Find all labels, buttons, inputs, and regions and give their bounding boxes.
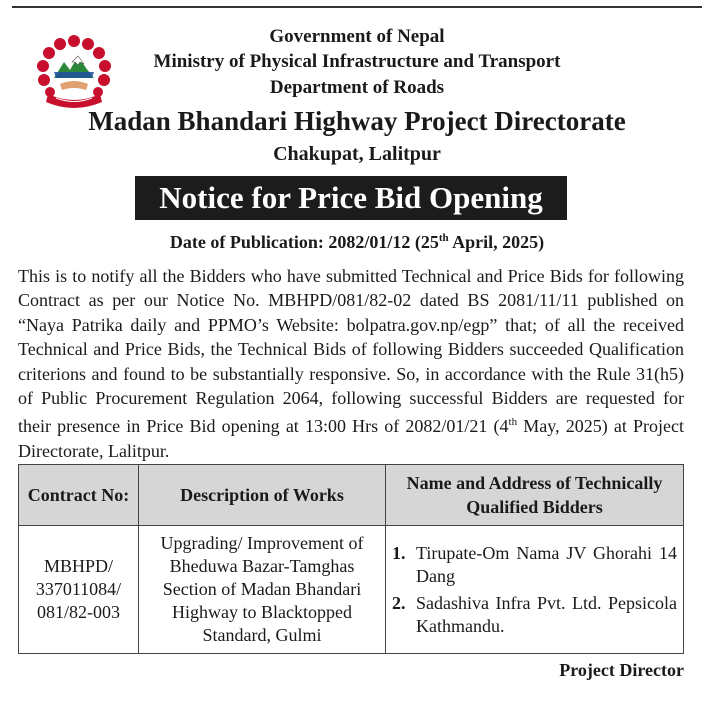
top-rule (12, 6, 702, 8)
body-text-2: May, 2025) at Project Directorate, Lalitpur. (18, 416, 685, 461)
contract-no-line-2: 337011084/ (35, 579, 122, 599)
signature: Project Director (559, 660, 684, 680)
government-name: Government of Nepal (269, 26, 445, 47)
pub-date-sup: th (438, 232, 449, 244)
bidder-list (392, 542, 677, 638)
list-item (392, 592, 677, 638)
body-text-1: This is to notify all the Bidders who have submitted Technical and Price Bids for following Contract as per our Notice No. MBHPD/081/82-02 dated BS 2081/11/11 published on “Naya Patrika daily and PPMO’s Website: bolpatra.gov.np/egp” that; of all the received Technical and Price Bids, the Technical Bids of following Bidders succeeded Qualification criterions and found to be substantially responsive. So, in accordance with the Rule 31(h5) of Public Procurement Regulation 2064, following successful Bidders are requested for their presence in Price Bid opening at 13:00 Hrs of 2082/01/21 (4 (18, 266, 684, 437)
contract-table (18, 464, 684, 654)
bidder-number: 1. (392, 542, 406, 563)
contract-no-line-1: MBHPD/ (43, 556, 114, 576)
pub-date-prefix: Date of Publication: 2082/01/12 (25 (169, 232, 439, 252)
description-cell: Upgrading/ Improvement of Bheduwa Bazar-Tamghas Section of Madan Bhandari Highway to Blacktopped Standard, Gulmi (139, 526, 386, 654)
list-item (392, 542, 677, 588)
bidder-name: Tirupate-Om Nama JV Ghorahi 14 Dang (416, 542, 677, 586)
notice-body (18, 264, 684, 463)
notice-title: Notice for Price Bid Opening (135, 176, 567, 220)
bidders-cell (386, 526, 684, 654)
department-name: Department of Roads (269, 77, 445, 98)
header-contract-no: Contract No: (19, 465, 139, 526)
table-row (19, 526, 684, 654)
body-sup: th (508, 416, 518, 429)
header-bidders: Name and Address of Technically Qualified Bidders (386, 465, 684, 526)
bidder-name: Sadashiva Infra Pvt. Ltd. Pepsicola Kathmandu. (416, 592, 677, 636)
header-description: Description of Works (139, 465, 386, 526)
bidder-number: 2. (392, 592, 406, 613)
ministry-name: Ministry of Physical Infrastructure and Transport (153, 51, 561, 72)
pub-date-suffix: April, 2025) (448, 232, 545, 252)
office-location: Chakupat, Lalitpur (273, 143, 441, 165)
table-header-row (19, 465, 684, 526)
contract-no-cell (19, 526, 139, 654)
office-name: Madan Bhandari Highway Project Directorate (88, 106, 626, 136)
contract-no-line-3: 081/82-003 (37, 602, 120, 622)
publication-date (0, 232, 714, 253)
